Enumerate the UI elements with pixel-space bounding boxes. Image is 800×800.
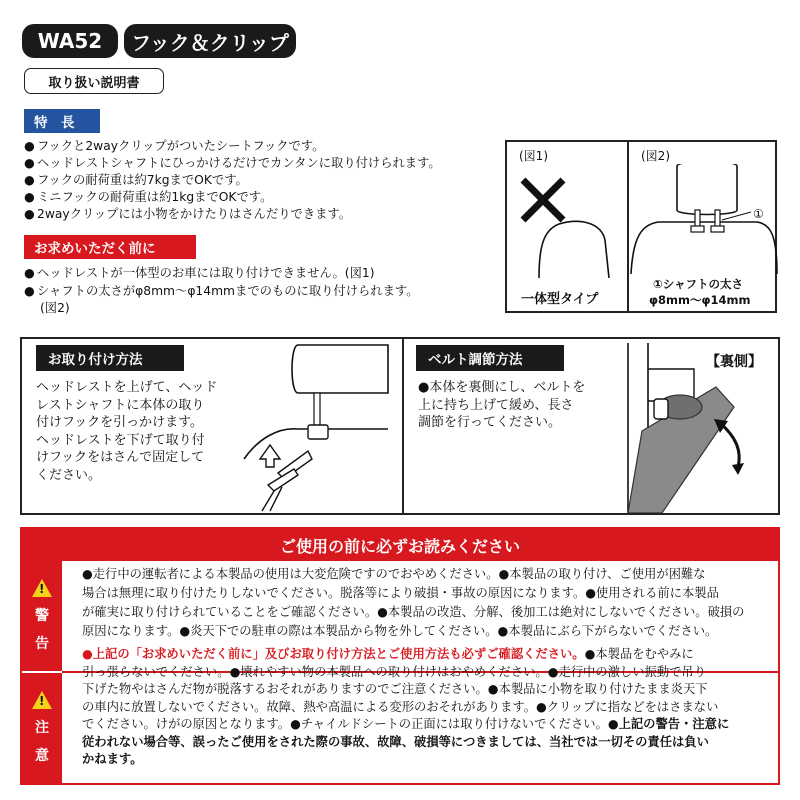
manual-label	[24, 68, 164, 94]
before-buy-item: ● ヘッドレストが一体型のお車には取り付けできません。(図1)	[24, 266, 375, 280]
before-buy-heading	[24, 235, 196, 259]
feature-item: ● 2wayクリップには小物をかけたりはさんだりできます。	[24, 207, 352, 221]
feature-item: ● フックの耐荷重は約7kgまでOKです。	[24, 173, 248, 187]
belt-heading	[416, 345, 564, 371]
adjust-arrow-head-bottom	[732, 463, 744, 475]
install-line: けフックをはさんで固定して	[36, 450, 205, 465]
before-buy-text: ヘッドレストが一体型のお車には取り付けできません。(図1)	[37, 266, 375, 280]
install-illustration	[238, 341, 398, 513]
callout-marker: ①	[753, 207, 764, 221]
warning-box	[20, 527, 780, 785]
warning-line: が確実に取り付けられていることをご確認ください。●本製品の改造、分解、後加工は絶対にしないでください。破損の	[82, 605, 745, 619]
install-line: ヘッドレストを上げて、ヘッド	[36, 380, 218, 395]
caution-red-text: ●上記の「お求めいただく前に」及びお取り付け方法とご使用方法も必ずご確認ください。	[82, 647, 585, 661]
caution-bold-line: 従われない場合等、誤ったご使用をされた際の事故、故障、破損等につきましては、当社では一切その責任は負い	[82, 734, 709, 749]
product-code-badge	[22, 24, 118, 58]
feature-text: 2wayクリップには小物をかけたりはさんだりできます。	[37, 207, 352, 221]
belt-line: ●本体を裏側にし、ベルトを	[418, 380, 586, 395]
install-line: ください。	[36, 467, 102, 483]
shaft-right	[715, 210, 720, 228]
figures-box	[505, 140, 777, 313]
caution-char: 意	[35, 748, 49, 764]
caution-line: 引っ張らないでください。●壊れやすい物の本製品への取り付けはおやめください。●走行中の激しい振動で吊り	[82, 664, 707, 679]
up-arrow-icon	[260, 445, 280, 467]
features-heading	[24, 109, 100, 133]
hook-body	[308, 425, 328, 439]
feature-item: ● ヘッドレストシャフトにひっかけるだけでカンタンに取り付けられます。	[24, 156, 441, 170]
figure2-caption: (図2)	[641, 149, 670, 163]
warning-line: 原因になります。●炎天下での駐車の際は本製品から物を外してください。●本製品にぶら下がらないでください。	[82, 624, 718, 638]
warning-title-text: ご使用の前に必ずお読みください	[279, 536, 520, 556]
shaft-collar-right	[711, 226, 724, 232]
strap-tail-2	[270, 487, 282, 511]
caution-triangle-icon	[32, 691, 52, 709]
belt-line: 調節を行ってください。	[418, 415, 562, 430]
figure1-caption: (図1)	[519, 149, 548, 163]
feature-text: フックと2wayクリップがついたシートフックです。	[37, 139, 325, 153]
warning-triangle-icon	[32, 579, 52, 597]
figure2-label-line1: ①シャフトの太さ	[653, 277, 744, 291]
adjust-arrow-icon	[720, 423, 739, 467]
warning-char: 警	[35, 608, 49, 624]
headrest-shape	[292, 345, 388, 393]
feature-item: ● ミニフックの耐荷重は約1kgまでOKです。	[24, 190, 273, 204]
figure2-illustration	[629, 164, 779, 274]
instructions-divider	[402, 339, 404, 513]
features-title: 特 長	[34, 115, 75, 131]
install-text	[36, 379, 236, 484]
before-buy-title: お求めいただく前に	[34, 241, 156, 257]
belt-title: ベルト調節方法	[428, 352, 523, 368]
warning-paragraph	[82, 565, 788, 641]
install-line: 付けフックを引っかけます。	[36, 415, 204, 430]
caution-paragraph-body	[82, 646, 788, 769]
belt-illustration	[608, 341, 768, 513]
shaft-left	[695, 210, 700, 228]
feature-text: フックの耐荷重は約7kgまでOKです。	[37, 173, 248, 187]
caution-bold-text: ●上記の警告・注意に	[607, 717, 730, 731]
caution-line: の車内に放置しないでください。故障、熱や高温による変形のおそれがあります。●クリップに指などをはさまない	[82, 699, 719, 714]
feature-text: ヘッドレストシャフトにひっかけるだけでカンタンに取り付けられます。	[37, 156, 441, 170]
instructions-box	[20, 337, 780, 515]
caution-text: ●本製品をむやみに	[584, 647, 694, 661]
install-title: お取り付け方法	[48, 352, 143, 368]
before-buy-text: シャフトの太さがφ8mm〜φ14mmまでのものに取り付けられます。	[37, 284, 419, 298]
feature-text: ミニフックの耐荷重は約1kgまでOKです。	[37, 190, 273, 204]
install-heading	[36, 345, 184, 371]
install-line: ヘッドレストを下げて取り付	[36, 432, 205, 448]
product-name-badge	[124, 24, 296, 58]
caution-char: 注	[35, 720, 49, 736]
before-buy-item-cont	[40, 300, 70, 316]
install-line: レストシャフトに本体の取り	[36, 397, 205, 413]
warning-title	[22, 529, 778, 561]
rear-side-label: 【裏側】	[706, 354, 762, 370]
warning-char: 告	[35, 636, 49, 652]
belt-text	[418, 379, 608, 432]
before-buy-text: (図2)	[40, 301, 70, 315]
warning-line: 場合は無理に取り付けたりしないでください。脱落等により破損・事故の原因になります。●使用される前に本製品	[82, 586, 719, 600]
caution-side-label	[22, 673, 62, 783]
product-name: フック＆クリップ	[131, 30, 289, 55]
manual-label-text: 取り扱い説明書	[48, 75, 140, 91]
caution-line: 下げた物やはさんだ物が脱落するおそれがありますのでご注意ください。●本製品に小物を取り付けたまま炎天下	[82, 682, 708, 696]
before-buy-item: ● シャフトの太さがφ8mm〜φ14mmまでのものに取り付けられます。	[24, 284, 419, 298]
figure1-label: 一体型タイプ	[521, 292, 599, 307]
headrest-shape	[677, 164, 737, 215]
belt-line: 上に持ち上げて緩め、長さ	[418, 397, 574, 413]
buckle-slot	[654, 399, 668, 419]
caution-line	[82, 716, 788, 734]
caution-bold-line: かねます。	[82, 752, 143, 766]
figure1-illustration	[509, 168, 627, 278]
integrated-headrest-seat-shape	[539, 221, 609, 278]
warning-side-label	[22, 561, 62, 671]
figure2-label-line2: φ8mm〜φ14mm	[649, 293, 751, 307]
caution-line	[82, 646, 788, 664]
feature-item: ● フックと2wayクリップがついたシートフックです。	[24, 139, 325, 153]
product-code: WA52	[37, 29, 103, 53]
warning-line: ●走行中の運転者による本製品の使用は大変危険ですのでおやめください。●本製品の取り付け、ご使用が困難な	[82, 567, 706, 581]
shaft-collar-left	[691, 226, 704, 232]
caution-text: でください。けがの原因となります。●チャイルドシートの正面には取り付けないでください。	[82, 717, 608, 731]
